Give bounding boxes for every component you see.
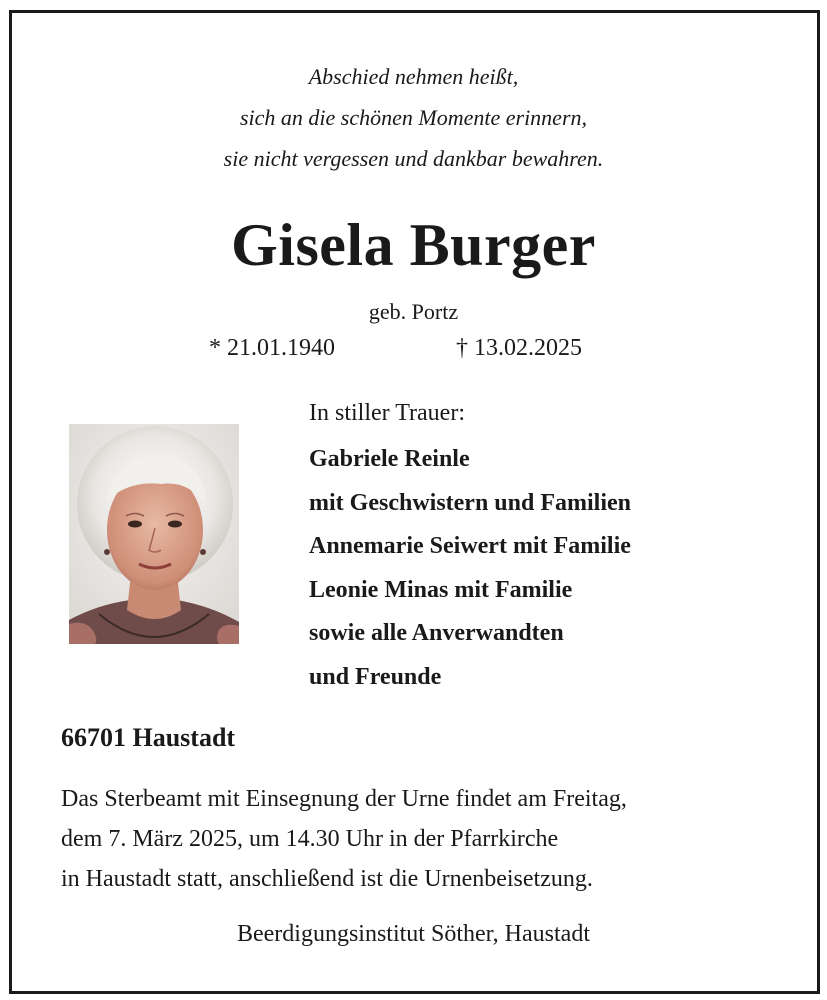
death-date: † 13.02.2025 (456, 335, 582, 361)
service-info-line: Das Sterbeamt mit Einsegnung der Urne findet am Freitag, (61, 786, 627, 812)
service-info-line: in Haustadt statt, anschließend ist die Urnenbeisetzung. (61, 866, 593, 892)
mourner-line: Leonie Minas mit Familie (309, 576, 573, 603)
motto-line: sie nicht vergessen und dankbar bewahren. (223, 146, 604, 171)
location: 66701 Haustadt (61, 723, 236, 752)
portrait-photo (69, 424, 239, 644)
funeral-home: Beerdigungsinstitut Söther, Haustadt (236, 921, 590, 947)
motto-line: sich an die schönen Momente erinnern, (239, 105, 588, 130)
birth-date: * 21.01.1940 (209, 335, 335, 361)
maiden-name: geb. Portz (368, 299, 459, 324)
mourner-line: Gabriele Reinle (309, 446, 470, 472)
motto-line: Abschied nehmen heißt, (308, 64, 519, 89)
service-info-line: dem 7. März 2025, um 14.30 Uhr in der Pfarrkirche (61, 826, 559, 852)
mourner-line: und Freunde (309, 663, 442, 690)
deceased-name: Gisela Burger (231, 212, 596, 278)
mourners-block (309, 396, 631, 699)
mourning-intro: In stiller Trauer: (309, 400, 465, 426)
mourner-line: mit Geschwistern und Familien (309, 489, 631, 516)
service-info (61, 779, 627, 899)
mourner-line: Annemarie Seiwert mit Familie (309, 533, 631, 559)
mourner-line: sowie alle Anverwandten (309, 620, 564, 646)
motto-verse (0, 56, 827, 179)
